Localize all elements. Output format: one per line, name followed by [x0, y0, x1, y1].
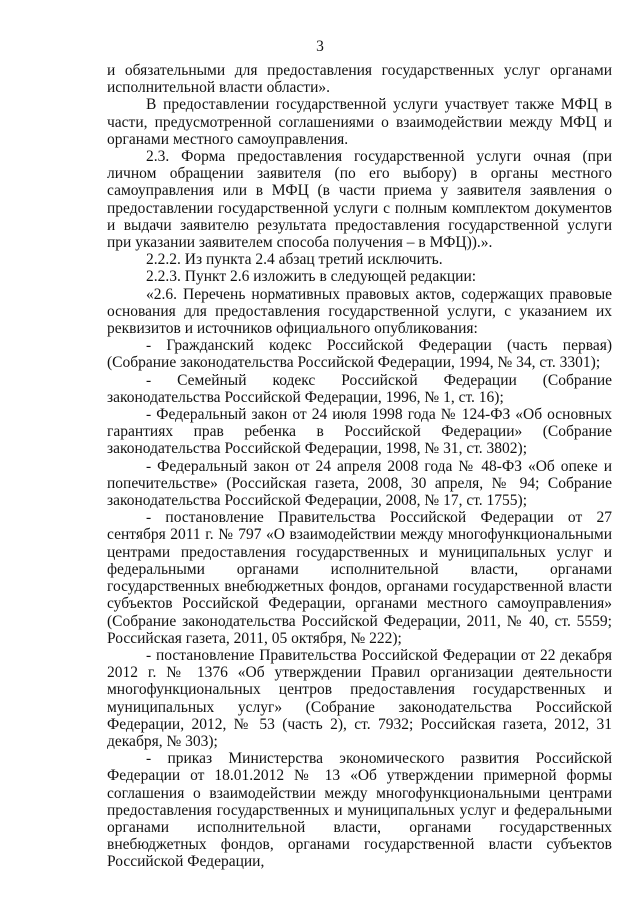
paragraph-mfc-participation: В предоставлении государственной услуги участвует также МФЦ в части, предусмотренной соглашениями о взаимодействии между МФЦ и органами местного самоуправления. — [107, 96, 612, 148]
paragraph-2-6: «2.6. Перечень нормативных правовых актов, содержащих правовые основания для предоставления государственной услуги, с указанием их реквизитов и источников официального опубликования: — [107, 285, 612, 338]
document-body — [107, 62, 612, 871]
list-item-resolution-1376: - постановление Правительства Российской Федерации от 22 декабря 2012 г. № 1376 «Об утверждении Правил организации деятельности многофункциональных центров предоставления государственных и муниципальных услуг» (Собрание законодательства Российской Федерации, 2012, № 53 (часть 2), ст. 7932; Российская газета, 2012, 31 декабря, № 303); — [107, 646, 612, 750]
paragraph-2-2-3: 2.2.3. Пункт 2.6 изложить в следующей редакции: — [146, 268, 477, 286]
paragraph-continuation: и обязательными для предоставления государственных услуг органами исполнительной власти области». — [107, 62, 612, 97]
list-item-resolution-797: - постановление Правительства Российской Федерации от 27 сентября 2011 г. № 797 «О взаимодействии между многофункциональными центрами предоставления государственных и муниципальных услуг и федеральными органами исполнительной власти, органами государственных внебюджетных фондов, органами государственной власти субъектов Российской Федерации, органами местного самоуправления» (Собрание законодательства Российской Федерации, 2011, № 40, ст. 5559; Российская газета, 2011, 05 октября, № 222); — [107, 509, 612, 647]
list-item-order-13: - приказ Министерства экономического развития Российской Федерации от 18.01.2012 № 13 «Об утверждении примерной формы соглашения о взаимодействии между многофункциональными центрами предоставления государственных и муниципальных услуг и федеральными органами исполнительной власти, органами государственных внебюджетных фондов, органами государственной власти субъектов Российской Федерации, — [107, 750, 612, 871]
page-number: 3 — [316, 38, 324, 55]
list-item-law-124-fz: - Федеральный закон от 24 июля 1998 года № 124-ФЗ «Об основных гарантиях прав ребенка в Российской Федерации» (Собрание законодательства Российской Федерации, 1998, № 31, ст. 3802); — [107, 406, 612, 458]
list-item-civil-code: - Гражданский кодекс Российской Федерации (часть первая) (Собрание законодательства Российской Федерации, 1994, № 34, ст. 3301); — [107, 337, 612, 372]
paragraph-2-3: 2.3. Форма предоставления государственной услуги очная (при личном обращении заявителя (по его выбору) в органы местного самоуправления или в МФЦ (в части приема у заявителя заявления о предоставлении государственной услуги с полным комплектом документов и выдачи заявителю результата предоставления государственной услуги при указании заявителем способа получения – в МФЦ)).». — [107, 148, 612, 252]
list-item-law-48-fz: - Федеральный закон от 24 апреля 2008 года № 48-ФЗ «Об опеке и попечительстве» (Российская газета, 2008, 30 апреля, № 94; Собрание законодательства Российской Федерации, 2008, № 17, ст. 1755); — [107, 457, 612, 510]
list-item-family-code: - Семейный кодекс Российской Федерации (Собрание законодательства Российской Федерации, 1996, № 1, ст. 16); — [107, 371, 612, 406]
paragraph-2-2-2: 2.2.2. Из пункта 2.4 абзац третий исключить. — [146, 251, 443, 269]
